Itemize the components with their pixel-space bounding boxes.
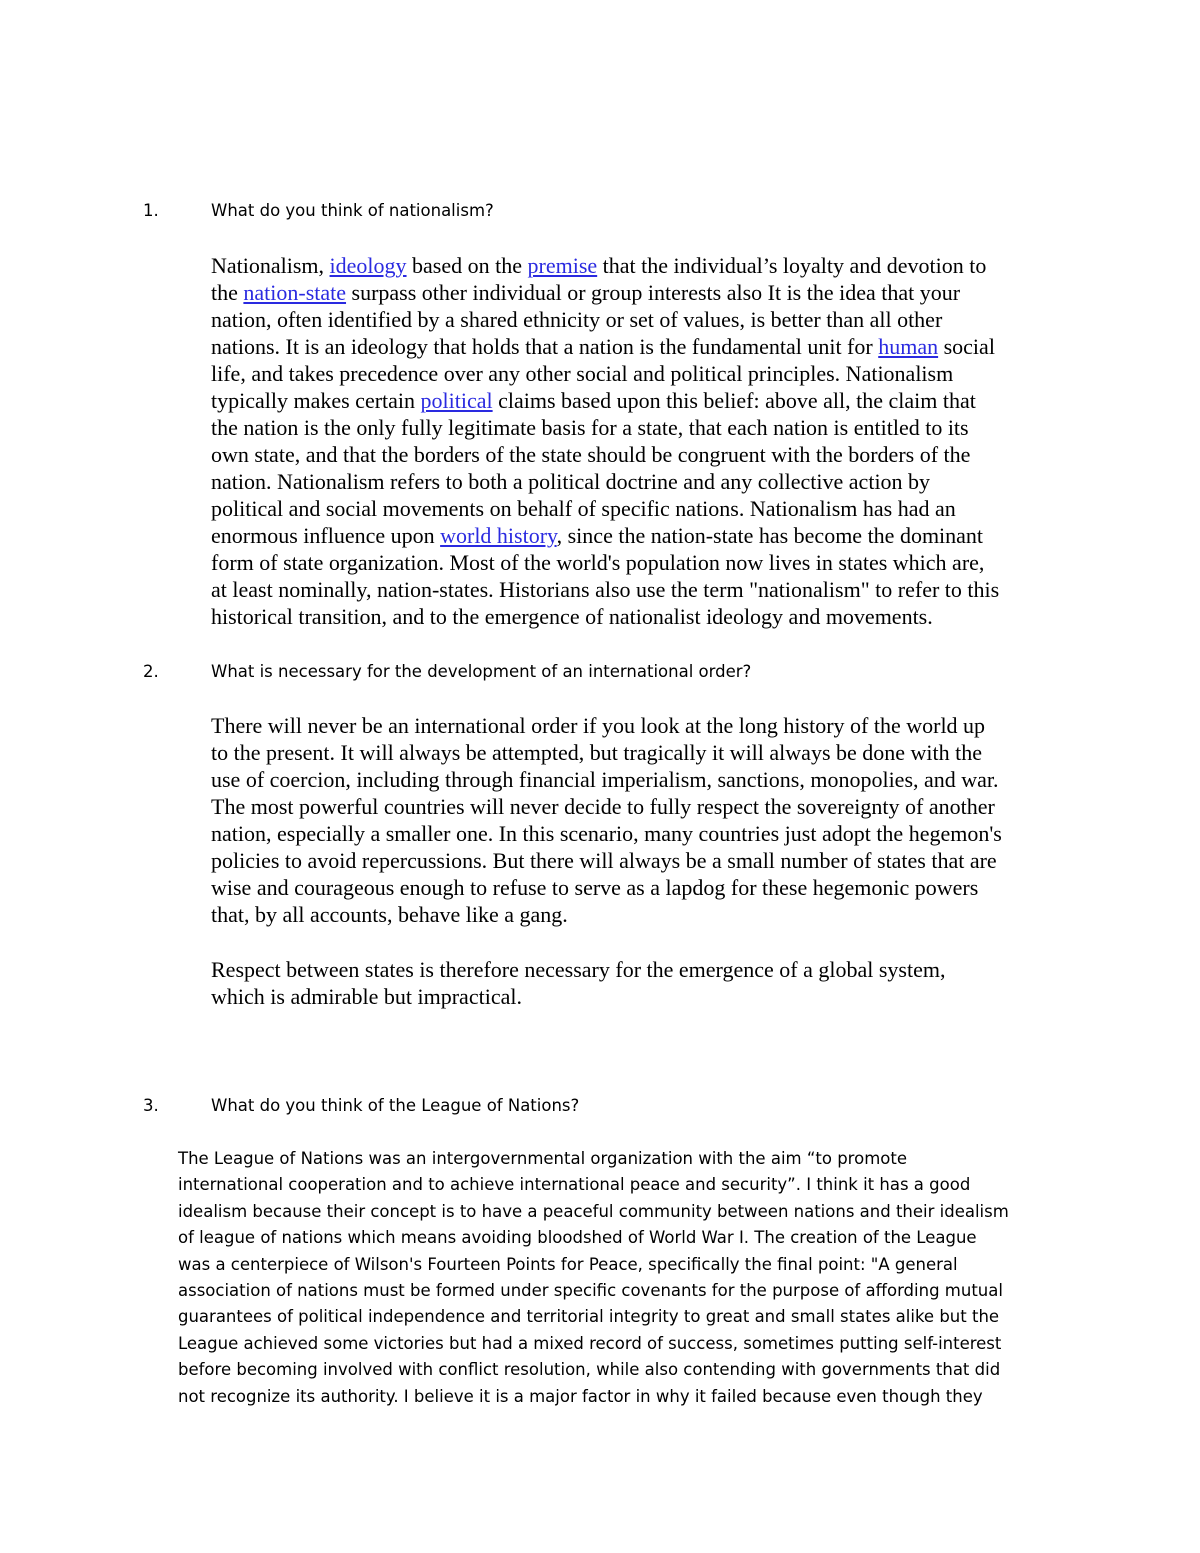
link-human[interactable]: human (878, 334, 939, 359)
text-run: typically makes certain (211, 388, 421, 413)
answer-line: of league of nations which means avoiding bloodshed of World War I. The creation of the League (178, 1228, 977, 1248)
link-nation-state[interactable]: nation-state (243, 280, 347, 305)
answer-2-paragraph-2 (211, 956, 1071, 1010)
answer-line: There will never be an international order if you look at the long history of the world up (211, 713, 986, 738)
answer-line (211, 279, 1071, 306)
answer-line: was a centerpiece of Wilson's Fourteen Points for Peace, specifically the final point: "A general (178, 1254, 958, 1274)
question-number: 3. (143, 1096, 159, 1115)
answer-line: historical transition, and to the emergence of nationalist ideology and movements. (211, 604, 933, 629)
answer-line: the nation is the only fully legitimate basis for a state, that each nation is entitled to its (211, 415, 969, 440)
answer-line: League achieved some victories but had a mixed record of success, sometimes putting self-interest (178, 1333, 1002, 1353)
link-world-history[interactable]: world history (440, 523, 557, 548)
text-run: surpass other individual or group interests also It is the idea that your (346, 280, 961, 305)
answer-line: international cooperation and to achieve international peace and security”. I think it has a good (178, 1175, 971, 1195)
answer-line: life, and takes precedence over any other social and political principles. Nationalism (211, 361, 954, 386)
question-number: 2. (143, 662, 159, 681)
answer-line (211, 252, 1071, 279)
text-run: based on the (406, 253, 528, 278)
answer-line: before becoming involved with conflict resolution, while also contending with governments that did (178, 1360, 1001, 1380)
answer-line: own state, and that the borders of the state should be congruent with the borders of the (211, 442, 971, 467)
text-run: the (211, 280, 244, 305)
answer-line: idealism because their concept is to have a peaceful community between nations and their idealism (178, 1201, 1009, 1221)
question-text: What do you think of nationalism? (211, 201, 494, 220)
text-run: social (938, 334, 995, 359)
answer-line: form of state organization. Most of the world's population now lives in states which are, (211, 550, 985, 575)
text-run: that the individual’s loyalty and devotion to (597, 253, 987, 278)
answer-line: that, by all accounts, behave like a gang. (211, 902, 568, 927)
question-3 (143, 1096, 579, 1116)
question-number: 1. (143, 201, 159, 220)
answer-line: The most powerful countries will never decide to fully respect the sovereignty of another (211, 794, 995, 819)
text-run: claims based upon this belief: above all, the claim that (492, 388, 976, 413)
text-run: nations. It is an ideology that holds that a nation is the fundamental unit for (211, 334, 879, 359)
link-ideology[interactable]: ideology (329, 253, 407, 278)
answer-1 (211, 252, 1071, 630)
answer-line (211, 333, 1071, 360)
text-run: Nationalism, (211, 253, 330, 278)
answer-line (211, 522, 1071, 549)
question-text: What do you think of the League of Nations? (211, 1096, 580, 1115)
link-premise[interactable]: premise (527, 253, 598, 278)
answer-line: political and social movements on behalf of specific nations. Nationalism has had an (211, 496, 956, 521)
answer-line: which is admirable but impractical. (211, 984, 522, 1009)
answer-line (211, 387, 1071, 414)
text-run: , since the nation-state has become the dominant (556, 523, 984, 548)
answer-line: association of nations must be formed under specific covenants for the purpose of affording mutual (178, 1280, 1003, 1300)
answer-line: nation. Nationalism refers to both a political doctrine and any collective action by (211, 469, 931, 494)
answer-line: use of coercion, including through financial imperialism, sanctions, monopolies, and war. (211, 767, 999, 792)
answer-line: nation, often identified by a shared ethnicity or set of values, is better than all other (211, 307, 943, 332)
text-run: enormous influence upon (211, 523, 441, 548)
answer-line: at least nominally, nation-states. Historians also use the term "nationalism" to refer to this (211, 577, 1000, 602)
answer-line: wise and courageous enough to refuse to serve as a lapdog for these hegemonic powers (211, 875, 979, 900)
answer-line: policies to avoid repercussions. But there will always be a small number of states that are (211, 848, 997, 873)
link-political[interactable]: political (420, 388, 493, 413)
answer-line: not recognize its authority. I believe it is a major factor in why it failed because even though they (178, 1386, 983, 1406)
answer-line: guarantees of political independence and territorial integrity to great and small states alike but the (178, 1307, 1000, 1327)
question-2 (143, 662, 751, 682)
question-1 (143, 201, 494, 221)
answer-line: nation, especially a smaller one. In this scenario, many countries just adopt the hegemon's (211, 821, 1002, 846)
answer-line: to the present. It will always be attempted, but tragically it will always be done with the (211, 740, 983, 765)
answer-2-paragraph-1 (211, 712, 1071, 928)
answer-line: The League of Nations was an intergovernmental organization with the aim “to promote (178, 1149, 907, 1168)
answer-3 (178, 1146, 1068, 1410)
answer-line: Respect between states is therefore necessary for the emergence of a global system, (211, 957, 946, 982)
question-text: What is necessary for the development of an international order? (211, 662, 752, 681)
